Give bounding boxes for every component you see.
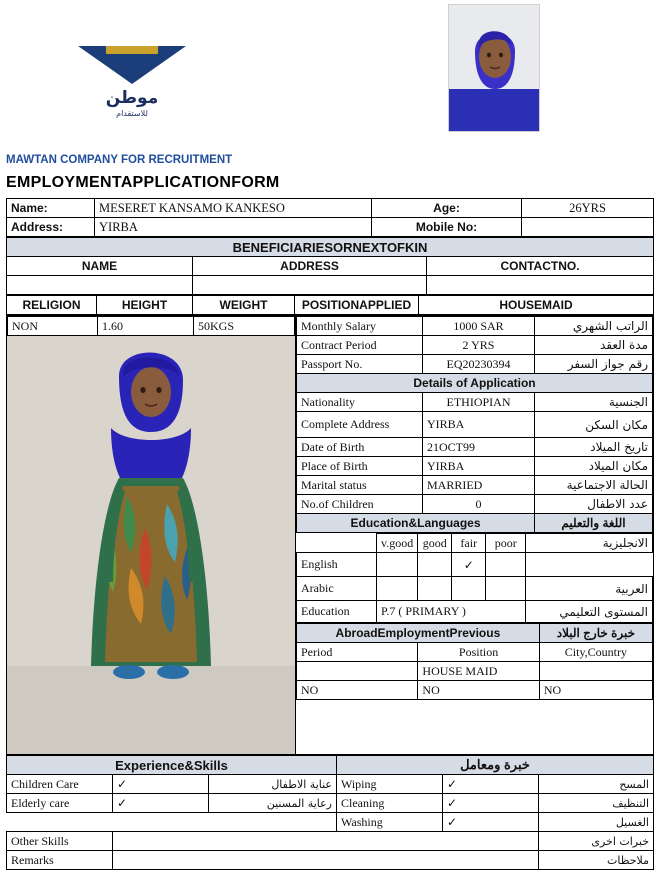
- arabic-fair-cell[interactable]: [452, 577, 486, 601]
- arabic-language-arabic-label: العربية: [526, 577, 653, 601]
- left-column: [7, 316, 296, 755]
- position-applied-label: POSITIONAPPLIED: [295, 296, 419, 315]
- elderly-care-check[interactable]: ✓: [113, 794, 209, 813]
- page-header: [0, 0, 664, 150]
- wiping-label: Wiping: [337, 775, 443, 794]
- religion-header: RELIGION: [7, 296, 97, 315]
- skills-spacer-left: [7, 813, 113, 832]
- wiping-check[interactable]: ✓: [443, 775, 539, 794]
- table-row: [8, 317, 295, 336]
- beneficiary-name-header: NAME: [7, 257, 193, 276]
- beneficiaries-table: [6, 237, 654, 295]
- table-row: [7, 775, 654, 794]
- arabic-poor-cell[interactable]: [486, 577, 526, 601]
- arabic-label: Arabic: [297, 577, 377, 601]
- place-of-birth-value[interactable]: YIRBA: [423, 457, 535, 476]
- abroad-position-header: Position: [418, 643, 539, 662]
- english-spacer: [526, 553, 653, 577]
- skills-section-title-arabic: خبرة ومعامل: [337, 756, 654, 775]
- english-poor-cell[interactable]: [486, 553, 526, 577]
- attributes-table: [6, 295, 654, 315]
- table-row: [297, 355, 653, 374]
- education-level-value[interactable]: P.7 ( PRIMARY ): [377, 601, 526, 623]
- table-row: [297, 553, 653, 577]
- arabic-vgood-cell[interactable]: [377, 577, 418, 601]
- table-row: [297, 476, 653, 495]
- age-label: Age:: [372, 199, 522, 218]
- abroad-section-title-arabic: خبرة خارج البلاد: [539, 624, 652, 643]
- table-row: [297, 662, 653, 681]
- rating-poor-header: poor: [486, 534, 526, 553]
- complete-address-label: Complete Address: [297, 412, 423, 438]
- abroad-city-value-1[interactable]: [539, 662, 652, 681]
- skills-spacer-right: [209, 813, 337, 832]
- children-care-arabic: عناية الاطفال: [209, 775, 337, 794]
- details-section-title: Details of Application: [297, 374, 653, 393]
- applicant-full-photo: [7, 336, 295, 754]
- passport-photo-graphic: [449, 5, 540, 132]
- wiping-arabic: المسح: [539, 775, 654, 794]
- marital-status-arabic: الحالة الاجتماعية: [535, 476, 653, 495]
- weight-value[interactable]: 50KGS: [194, 317, 295, 336]
- rating-fair-header: fair: [452, 534, 486, 553]
- applicant-passport-photo: [448, 4, 540, 132]
- table-row: [297, 438, 653, 457]
- beneficiaries-title: BENEFICIARIESORNEXTOFKIN: [7, 238, 654, 257]
- children-care-check[interactable]: ✓: [113, 775, 209, 794]
- remarks-arabic: ملاحظات: [539, 851, 654, 870]
- children-care-label: Children Care: [7, 775, 113, 794]
- table-row: [7, 756, 654, 775]
- contract-period-value[interactable]: 2 YRS: [423, 336, 535, 355]
- position-applied-value: HOUSEMAID: [419, 296, 654, 315]
- mobile-value[interactable]: [522, 218, 654, 237]
- company-logo: [62, 40, 202, 118]
- name-value[interactable]: MESERET KANSAMO KANKESO: [95, 199, 372, 218]
- table-row: [297, 681, 653, 700]
- other-skills-value[interactable]: [113, 832, 539, 851]
- abroad-section-title: AbroadEmploymentPrevious: [297, 624, 540, 643]
- monthly-salary-arabic: الراتب الشهري: [535, 317, 653, 336]
- education-level-arabic: المستوى التعليمي: [526, 601, 653, 623]
- english-vgood-cell[interactable]: [377, 553, 418, 577]
- main-content-table: [6, 315, 654, 755]
- company-name-line: MAWTAN COMPANY FOR RECRUITMENT: [6, 154, 233, 166]
- other-skills-arabic: خبرات اخرى: [539, 832, 654, 851]
- table-row: [7, 296, 654, 315]
- table-row: [7, 199, 654, 218]
- table-row: [297, 495, 653, 514]
- table-row: [7, 316, 654, 755]
- education-section-title-arabic: اللغة والتعليم: [535, 514, 653, 533]
- washing-arabic: الغسيل: [539, 813, 654, 832]
- logo-svg: [72, 40, 192, 86]
- abroad-position-value-1[interactable]: HOUSE MAID: [418, 662, 539, 681]
- english-arabic-label: الانجليزية: [526, 534, 653, 553]
- passport-no-label: Passport No.: [297, 355, 423, 374]
- table-row: [297, 393, 653, 412]
- religion-value[interactable]: NON: [8, 317, 98, 336]
- table-row: [297, 317, 653, 336]
- marital-status-value[interactable]: MARRIED: [423, 476, 535, 495]
- attributes-values-table: [7, 316, 295, 336]
- beneficiary-address-value[interactable]: [193, 276, 427, 295]
- nationality-label: Nationality: [297, 393, 423, 412]
- logo-arabic-subtitle: للاستقدام: [116, 109, 148, 118]
- identity-table: [6, 198, 654, 237]
- address-value[interactable]: YIRBA: [95, 218, 372, 237]
- table-row: [7, 257, 654, 276]
- cleaning-label: Cleaning: [337, 794, 443, 813]
- elderly-care-label: Elderly care: [7, 794, 113, 813]
- cleaning-check[interactable]: ✓: [443, 794, 539, 813]
- position-details-table: [296, 316, 653, 533]
- marital-status-label: Marital status: [297, 476, 423, 495]
- passport-no-value[interactable]: EQ20230394: [423, 355, 535, 374]
- cleaning-arabic: التنظيف: [539, 794, 654, 813]
- children-count-arabic: عدد الاطفال: [535, 495, 653, 514]
- table-row: [297, 457, 653, 476]
- table-row: [7, 276, 654, 295]
- english-fair-cell[interactable]: ✓: [452, 553, 486, 577]
- monthly-salary-label: Monthly Salary: [297, 317, 423, 336]
- logo-mark-icon: [72, 40, 192, 86]
- children-count-label: No.of Children: [297, 495, 423, 514]
- right-column: [296, 316, 654, 755]
- skills-section-title: Experience&Skills: [7, 756, 337, 775]
- other-skills-label: Other Skills: [7, 832, 113, 851]
- table-row: [297, 412, 653, 438]
- washing-check[interactable]: ✓: [443, 813, 539, 832]
- height-header: HEIGHT: [97, 296, 193, 315]
- table-row: [7, 813, 654, 832]
- abroad-position-value-2[interactable]: NO: [418, 681, 539, 700]
- complete-address-arabic: مكان السكن: [535, 412, 653, 438]
- education-section-title: Education&Languages: [297, 514, 535, 533]
- remarks-value[interactable]: [113, 851, 539, 870]
- beneficiary-contact-header: CONTACTNO.: [427, 257, 654, 276]
- table-row: [297, 534, 653, 553]
- place-of-birth-label: Place of Birth: [297, 457, 423, 476]
- nationality-value[interactable]: ETHIOPIAN: [423, 393, 535, 412]
- table-row: [297, 577, 653, 601]
- abroad-city-header: City,Country: [539, 643, 652, 662]
- mobile-label: Mobile No:: [372, 218, 522, 237]
- monthly-salary-value[interactable]: 1000 SAR: [423, 317, 535, 336]
- beneficiary-name-value[interactable]: [7, 276, 193, 295]
- abroad-period-value-1[interactable]: [297, 662, 418, 681]
- skills-spacer-mid: [113, 813, 209, 832]
- table-row: [7, 832, 654, 851]
- beneficiary-contact-value[interactable]: [427, 276, 654, 295]
- contract-period-arabic: مدة العقد: [535, 336, 653, 355]
- height-value[interactable]: 1.60: [98, 317, 194, 336]
- date-of-birth-label: Date of Birth: [297, 438, 423, 457]
- english-label: English: [297, 553, 377, 577]
- language-blank-cell: [297, 534, 377, 553]
- date-of-birth-arabic: تاريخ الميلاد: [535, 438, 653, 457]
- education-level-label: Education: [297, 601, 377, 623]
- elderly-care-arabic: رعاية المسنين: [209, 794, 337, 813]
- full-photo-graphic: [7, 336, 295, 754]
- contract-period-label: Contract Period: [297, 336, 423, 355]
- logo-arabic-name: موطن: [105, 88, 159, 108]
- abroad-period-value-2[interactable]: NO: [297, 681, 418, 700]
- nationality-arabic: الجنسية: [535, 393, 653, 412]
- languages-table: [296, 533, 653, 623]
- skills-table: [6, 755, 654, 870]
- place-of-birth-arabic: مكان الميلاد: [535, 457, 653, 476]
- name-label: Name:: [7, 199, 95, 218]
- weight-header: WEIGHT: [193, 296, 295, 315]
- table-row: [297, 514, 653, 533]
- table-row: [297, 336, 653, 355]
- abroad-city-value-2[interactable]: NO: [539, 681, 652, 700]
- page-title: EMPLOYMENTAPPLICATIONFORM: [6, 174, 280, 191]
- remarks-label: Remarks: [7, 851, 113, 870]
- table-row: [297, 374, 653, 393]
- table-row: [7, 238, 654, 257]
- date-of-birth-value[interactable]: 21OCT99: [423, 438, 535, 457]
- address-label: Address:: [7, 218, 95, 237]
- arabic-good-cell[interactable]: [418, 577, 452, 601]
- rating-vgood-header: v.good: [377, 534, 418, 553]
- table-row: [7, 851, 654, 870]
- table-row: [297, 601, 653, 623]
- table-row: [7, 794, 654, 813]
- table-row: [7, 218, 654, 237]
- abroad-period-header: Period: [297, 643, 418, 662]
- complete-address-value[interactable]: YIRBA: [423, 412, 535, 438]
- children-count-value[interactable]: 0: [423, 495, 535, 514]
- rating-good-header: good: [418, 534, 452, 553]
- passport-no-arabic: رقم جواز السفر: [535, 355, 653, 374]
- beneficiary-address-header: ADDRESS: [193, 257, 427, 276]
- table-row: [297, 643, 653, 662]
- table-row: [297, 624, 653, 643]
- english-good-cell[interactable]: [418, 553, 452, 577]
- abroad-employment-table: [296, 623, 653, 700]
- washing-label: Washing: [337, 813, 443, 832]
- age-value[interactable]: 26YRS: [522, 199, 654, 218]
